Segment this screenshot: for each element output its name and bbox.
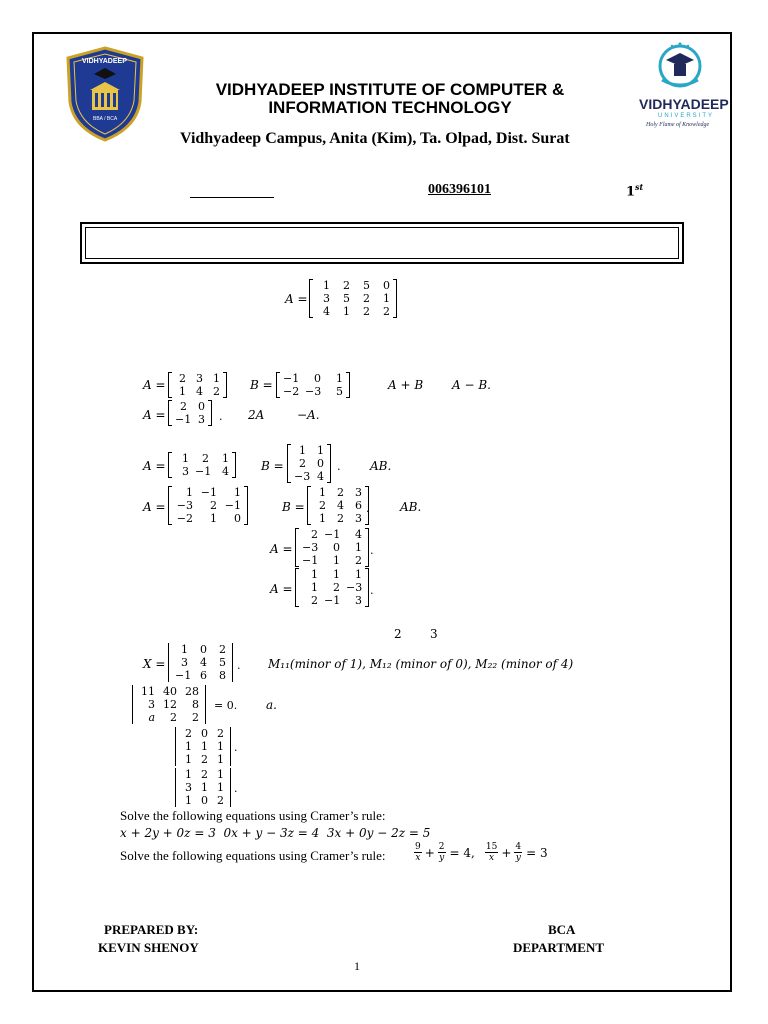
q6-dot: . xyxy=(370,544,374,557)
matrix-cell: 1 xyxy=(319,512,326,525)
matrix-cell: 1 xyxy=(311,568,318,581)
matrix-cell: 3 xyxy=(355,594,362,607)
eq-2: = 3 xyxy=(526,845,548,860)
matrix-cell: 4 xyxy=(317,470,324,483)
matrix-cell: 0 xyxy=(201,794,208,807)
matrix-cell: 0 xyxy=(317,457,324,470)
matrix-cell: 5 xyxy=(343,292,350,305)
matrix-cell: 0 xyxy=(198,400,205,413)
matrix-cell: 6 xyxy=(355,499,362,512)
matrix-cell: 1 xyxy=(311,581,318,594)
matrix-cell: 1 xyxy=(343,305,350,318)
matrix-cell: 2 xyxy=(363,292,370,305)
matrix-cell: −1 xyxy=(175,669,192,682)
matrix-cell: 1 xyxy=(185,794,192,807)
matrix-cell: −2 xyxy=(283,385,300,398)
q8-text-b: 3 xyxy=(430,627,438,641)
matrix-cell: 1 xyxy=(323,279,330,292)
matrix-cell: 11 xyxy=(141,685,155,698)
matrix-cell: 3 xyxy=(196,372,203,385)
frac-2-num: 2 xyxy=(438,842,445,852)
matrix-cell: 8 xyxy=(219,669,226,682)
q8-text-a: 2 xyxy=(394,627,402,641)
matrix-cell: 2 xyxy=(217,727,224,740)
q10-determinant xyxy=(132,685,206,724)
matrix-cell: 1 xyxy=(217,753,224,766)
q3-matrix xyxy=(168,400,212,426)
q5-b-matrix xyxy=(307,486,369,525)
matrix-cell: 1 xyxy=(299,444,306,457)
matrix-cell: 1 xyxy=(210,512,217,525)
matrix-cell: 1 xyxy=(317,444,324,457)
matrix-cell: 4 xyxy=(196,385,203,398)
matrix-cell: −1 xyxy=(195,465,212,478)
matrix-cell: 6 xyxy=(200,669,207,682)
matrix-cell: 2 xyxy=(201,768,208,781)
right-logo-tagline: Holy Flame of Knowledge xyxy=(646,122,710,128)
matrix-cell: 2 xyxy=(299,457,306,470)
q12-determinant xyxy=(175,768,231,807)
q7-matrix xyxy=(295,568,369,607)
q2-op2: A − B. xyxy=(452,378,491,392)
q4-a-label: A = xyxy=(143,459,166,473)
matrix-cell: 3 xyxy=(181,656,188,669)
matrix-cell: 1 xyxy=(182,452,189,465)
matrix-cell: 1 xyxy=(234,486,241,499)
matrix-cell: 12 xyxy=(163,698,177,711)
matrix-cell: 1 xyxy=(222,452,229,465)
matrix-cell: 3 xyxy=(148,698,155,711)
matrix-cell: 4 xyxy=(323,305,330,318)
frac-4-num: 4 xyxy=(515,842,522,852)
plus-2: + xyxy=(501,845,512,860)
frac-1 xyxy=(414,842,422,863)
matrix-cell: 1 xyxy=(333,554,340,567)
q5-a-matrix xyxy=(168,486,248,525)
frac-4 xyxy=(514,842,522,863)
q1-matrix xyxy=(309,279,397,318)
q2-b-matrix xyxy=(276,372,350,398)
matrix-cell: 2 xyxy=(201,753,208,766)
matrix-cell: 3 xyxy=(323,292,330,305)
title-box xyxy=(80,222,684,264)
matrix-cell: 0 xyxy=(333,541,340,554)
matrix-cell: 5 xyxy=(363,279,370,292)
matrix-cell: −3 xyxy=(305,385,322,398)
matrix-cell: 3 xyxy=(185,781,192,794)
matrix-cell: −1 xyxy=(200,486,217,499)
frac-2-den: y xyxy=(439,853,445,863)
q3-label: A = xyxy=(143,408,166,422)
q3-dot: . xyxy=(219,410,223,423)
q2-a-matrix xyxy=(168,372,227,398)
q6-label: A = xyxy=(270,542,293,556)
q4-b-label: B = xyxy=(261,459,284,473)
matrix-cell: 1 xyxy=(181,643,188,656)
matrix-cell: 0 xyxy=(201,727,208,740)
matrix-cell: 1 xyxy=(383,292,390,305)
prepared-by-name: KEVIN SHENOY xyxy=(98,940,199,955)
cramer1-text: Solve the following equations using Cramer’s rule: xyxy=(120,808,386,823)
matrix-cell: 2 xyxy=(213,385,220,398)
matrix-cell: 4 xyxy=(355,528,362,541)
q4-a-matrix xyxy=(168,452,236,478)
matrix-cell: 2 xyxy=(192,711,199,724)
matrix-cell: −1 xyxy=(175,413,192,426)
matrix-cell: 3 xyxy=(182,465,189,478)
matrix-cell: 1 xyxy=(185,740,192,753)
q10-find: a. xyxy=(266,698,277,712)
q9-label: X = xyxy=(143,657,166,671)
q7-dot: . xyxy=(370,584,374,597)
semester-number: 1 xyxy=(626,184,636,200)
matrix-cell: 2 xyxy=(355,554,362,567)
matrix-cell: 1 xyxy=(185,768,192,781)
matrix-cell: 4 xyxy=(222,465,229,478)
left-logo-bottom-text: BBA / BCA xyxy=(93,116,118,122)
q9-determinant xyxy=(168,643,233,682)
matrix-cell: −1 xyxy=(324,528,341,541)
q11-determinant xyxy=(175,727,231,766)
matrix-cell: 2 xyxy=(311,594,318,607)
q2-op1: A + B xyxy=(388,378,424,392)
matrix-cell: 2 xyxy=(219,643,226,656)
university-emblem-icon xyxy=(632,40,728,100)
matrix-cell: 1 xyxy=(333,568,340,581)
subject-code: 006396101 xyxy=(428,182,491,197)
q7-label: A = xyxy=(270,582,293,596)
plus-1: + xyxy=(424,845,435,860)
matrix-cell: 3 xyxy=(355,512,362,525)
eq-1: = 4, xyxy=(449,845,475,860)
q6-matrix xyxy=(295,528,369,567)
matrix-cell: 2 xyxy=(210,499,217,512)
q4-b-matrix xyxy=(287,444,331,483)
q5-dot: . xyxy=(366,502,370,515)
matrix-cell: 5 xyxy=(219,656,226,669)
matrix-cell: 1 xyxy=(213,372,220,385)
matrix-cell: 2 xyxy=(180,400,187,413)
q2-a-label: A = xyxy=(143,378,166,392)
matrix-cell: 1 xyxy=(201,740,208,753)
matrix-cell: 1 xyxy=(217,781,224,794)
page-number: 1 xyxy=(354,959,360,973)
matrix-cell: 3 xyxy=(355,486,362,499)
matrix-cell: −3 xyxy=(346,581,363,594)
q5-op: AB. xyxy=(400,500,422,514)
matrix-cell: 1 xyxy=(201,781,208,794)
right-logo-name: VIDHYADEEP xyxy=(639,96,729,112)
matrix-cell: 0 xyxy=(200,643,207,656)
title-box-inner xyxy=(85,227,679,259)
institute-name-line1: VIDHYADEEP INSTITUTE OF COMPUTER & xyxy=(215,80,565,99)
department-line2: DEPARTMENT xyxy=(513,940,605,955)
matrix-cell: 0 xyxy=(234,512,241,525)
right-logo xyxy=(632,40,728,140)
matrix-cell: −1 xyxy=(224,499,241,512)
matrix-cell: 1 xyxy=(355,541,362,554)
frac-3-num: 15 xyxy=(485,842,498,852)
matrix-cell: 4 xyxy=(337,499,344,512)
frac-1-num: 9 xyxy=(415,842,421,852)
q4-op: AB. xyxy=(370,459,392,473)
matrix-cell: −1 xyxy=(324,594,341,607)
cramer2-equations xyxy=(414,842,548,863)
campus-address: Vidhyadeep Campus, Anita (Kim), Ta. Olpad, Dist. Surat xyxy=(180,130,570,147)
matrix-cell: 28 xyxy=(185,685,199,698)
q12-dot: . xyxy=(234,782,238,795)
matrix-cell: −3 xyxy=(294,470,311,483)
q3-op2: −A. xyxy=(297,408,320,422)
institute-name-line2: INFORMATION TECHNOLOGY xyxy=(268,98,512,117)
matrix-cell: −1 xyxy=(302,554,319,567)
blank-underline xyxy=(190,197,274,198)
cramer1-equations: x + 2y + 0z = 3 0x + y − 3z = 4 3x + 0y − 2z = 5 xyxy=(120,826,431,840)
q9-dot: . xyxy=(237,659,241,672)
matrix-cell: 1 xyxy=(179,385,186,398)
matrix-cell: 1 xyxy=(186,486,193,499)
matrix-cell: 4 xyxy=(200,656,207,669)
semester xyxy=(626,182,643,199)
department-line1: BCA xyxy=(548,922,576,937)
frac-3 xyxy=(485,842,498,863)
matrix-cell: −1 xyxy=(283,372,300,385)
q4-dot: . xyxy=(337,460,341,473)
frac-3-den: x xyxy=(489,853,495,863)
matrix-cell: 2 xyxy=(337,486,344,499)
frac-1-den: x xyxy=(415,853,421,863)
matrix-cell: 2 xyxy=(170,711,177,724)
matrix-cell: 3 xyxy=(198,413,205,426)
matrix-cell: 0 xyxy=(383,279,390,292)
matrix-cell: 2 xyxy=(185,727,192,740)
q5-b-label: B = xyxy=(282,500,305,514)
matrix-cell: 1 xyxy=(185,753,192,766)
matrix-cell: 2 xyxy=(319,499,326,512)
matrix-cell: 2 xyxy=(179,372,186,385)
q11-dot: . xyxy=(234,741,238,754)
q3-op1: 2A xyxy=(248,408,265,422)
matrix-cell: 40 xyxy=(163,685,177,698)
matrix-cell: 2 xyxy=(337,512,344,525)
matrix-cell: 1 xyxy=(355,568,362,581)
right-logo-sub: UNIVERSITY xyxy=(658,113,715,119)
matrix-cell: 2 xyxy=(311,528,318,541)
matrix-cell: a xyxy=(148,711,155,724)
matrix-cell: 1 xyxy=(319,486,326,499)
matrix-cell: 2 xyxy=(202,452,209,465)
left-logo-top-text: VIDHYADEEP xyxy=(82,58,127,65)
matrix-cell: −3 xyxy=(302,541,319,554)
matrix-cell: 2 xyxy=(217,794,224,807)
matrix-cell: 5 xyxy=(336,385,343,398)
matrix-cell: 2 xyxy=(333,581,340,594)
frac-4-den: y xyxy=(515,853,521,863)
matrix-cell: 2 xyxy=(363,305,370,318)
matrix-cell: 1 xyxy=(217,740,224,753)
left-logo xyxy=(64,46,146,142)
matrix-cell: −3 xyxy=(176,499,193,512)
q10-eq: = 0. xyxy=(214,699,238,712)
semester-suffix: st xyxy=(635,182,644,192)
q1-label: A = xyxy=(285,292,308,306)
cramer2-text: Solve the following equations using Cramer’s rule: xyxy=(120,848,386,863)
matrix-cell: 8 xyxy=(192,698,199,711)
q9-minors: M₁₁(minor of 1), M₁₂ (minor of 0), M₂₂ (minor of 4) xyxy=(268,657,574,671)
prepared-by-label: PREPARED BY: xyxy=(104,922,199,937)
frac-2 xyxy=(438,842,446,863)
matrix-cell: 1 xyxy=(336,372,343,385)
matrix-cell: 1 xyxy=(217,768,224,781)
matrix-cell: 0 xyxy=(314,372,321,385)
q5-a-label: A = xyxy=(143,500,166,514)
q2-b-label: B = xyxy=(250,378,273,392)
matrix-cell: 2 xyxy=(343,279,350,292)
matrix-cell: −2 xyxy=(176,512,193,525)
matrix-cell: 2 xyxy=(383,305,390,318)
